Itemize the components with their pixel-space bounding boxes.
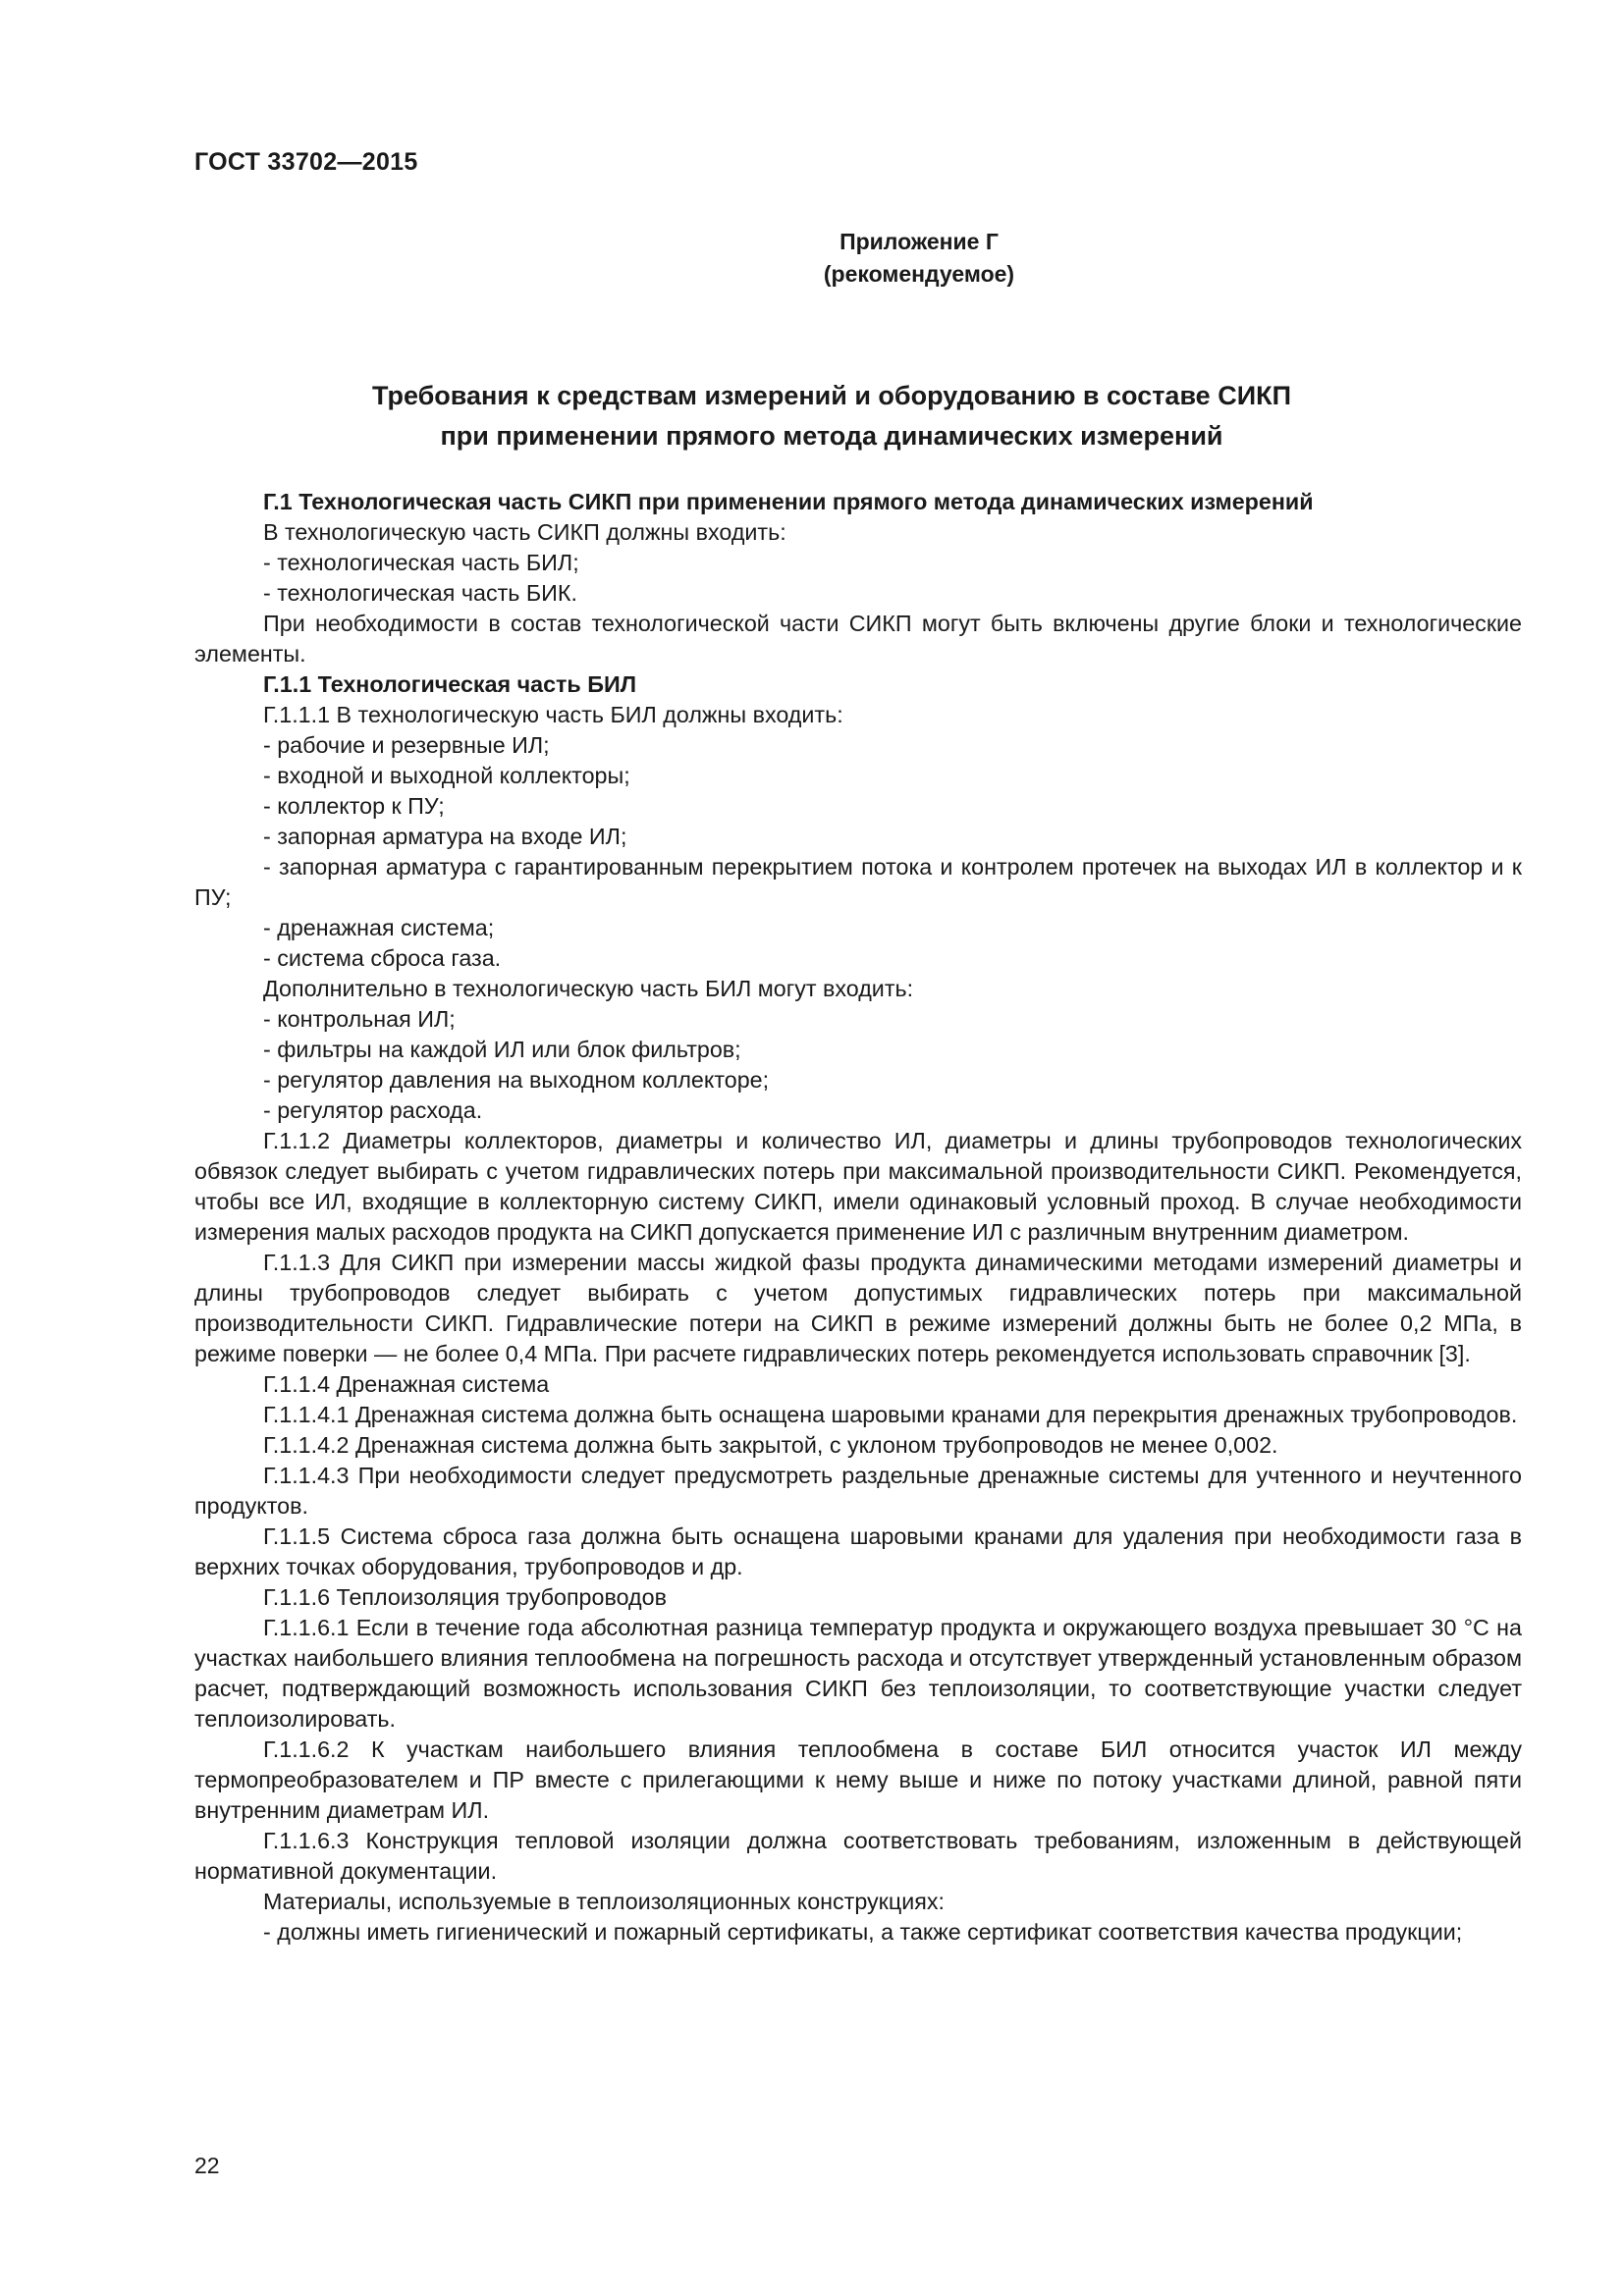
list-item: - входной и выходной коллекторы; bbox=[263, 763, 630, 788]
paragraph: Г.1.1.5 Система сброса газа должна быть оснащена шаровыми кранами для удаления при необходимости газа в верхних точках оборудования, трубопроводов и др. bbox=[194, 1523, 1522, 1579]
paragraph: Г.1.1.6.2 К участкам наибольшего влияния теплообмена в составе БИЛ относится участок ИЛ между термопреобразователем и ПР вместе с прилегающими к нему выше и ниже по потоку участками длиной, равной пяти внутренним диаметрам ИЛ. bbox=[194, 1736, 1522, 1823]
paragraph: Г.1.1.4.2 Дренажная система должна быть закрытой, с уклоном трубопроводов не менее 0,002. bbox=[263, 1432, 1278, 1458]
paragraph: Дополнительно в технологическую часть БИЛ могут входить: bbox=[263, 976, 914, 1001]
paragraph: Г.1.1.1 В технологическую часть БИЛ должны входить: bbox=[263, 702, 843, 727]
appendix-heading bbox=[0, 226, 1624, 291]
document-code: ГОСТ 33702—2015 bbox=[194, 148, 418, 176]
paragraph: Г.1.1.3 Для СИКП при измерении массы жидкой фазы продукта динамическими методами измерений диаметры и длины трубопроводов следует выбирать с учетом допустимых гидравлических потерь при максимальной производительности СИКП. Гидравлические потери на СИКП в режиме измерений должны быть не более 0,2 МПа, в режиме поверки — не более 0,4 МПа. При расчете гидравлических потерь рекомендуется использовать справочник [3]. bbox=[194, 1250, 1522, 1366]
section-heading: Г.1 Технологическая часть СИКП при применении прямого метода динамических измерений bbox=[263, 489, 1314, 514]
paragraph: В технологическую часть СИКП должны входить: bbox=[263, 519, 786, 545]
paragraph: Г.1.1.4.1 Дренажная система должна быть оснащена шаровыми кранами для перекрытия дренажных трубопроводов. bbox=[263, 1402, 1518, 1427]
appendix-title-line-2: при применении прямого метода динамических измерений bbox=[440, 421, 1223, 451]
body-text bbox=[194, 487, 1522, 1948]
list-item: - технологическая часть БИЛ; bbox=[263, 550, 579, 575]
paragraph: Г.1.1.6 Теплоизоляция трубопроводов bbox=[263, 1584, 667, 1610]
list-item: - контрольная ИЛ; bbox=[263, 1006, 456, 1032]
paragraph: Г.1.1.6.1 Если в течение года абсолютная разница температур продукта и окружающего воздуха превышает 30 °С на участках наибольшего влияния теплообмена на погрешность расхода и отсутствует утвержденный установленным образом расчет, подтверждающий возможность использования СИКП без теплоизоляции, то соответствующие участки следует теплоизолировать. bbox=[194, 1615, 1522, 1732]
paragraph: Г.1.1.2 Диаметры коллекторов, диаметры и количество ИЛ, диаметры и длины трубопроводов технологических обвязок следует выбирать с учетом гидравлических потерь при максимальной производительности СИКП. Рекомендуется, чтобы все ИЛ, входящие в коллекторную систему СИКП, имели одинаковый условный проход. В случае необходимости измерения малых расходов продукта на СИКП допускается применение ИЛ с различным внутренним диаметром. bbox=[194, 1128, 1522, 1245]
paragraph: Г.1.1.4 Дренажная система bbox=[263, 1371, 550, 1397]
list-item: - запорная арматура с гарантированным перекрытием потока и контролем протечек на выходах ИЛ в коллектор и к ПУ; bbox=[194, 854, 1522, 910]
list-item: - система сброса газа. bbox=[263, 945, 502, 971]
paragraph: При необходимости в состав технологической части СИКП могут быть включены другие блоки и технологические элементы. bbox=[194, 611, 1522, 667]
list-item: - технологическая часть БИК. bbox=[263, 580, 577, 606]
appendix-kind: (рекомендуемое) bbox=[823, 261, 1015, 287]
paragraph: Г.1.1.4.3 При необходимости следует предусмотреть раздельные дренажные системы для учтенного и неучтенного продуктов. bbox=[194, 1463, 1522, 1519]
list-item: - дренажная система; bbox=[263, 915, 495, 940]
list-item: - запорная арматура на входе ИЛ; bbox=[263, 824, 627, 849]
list-item: - коллектор к ПУ; bbox=[263, 793, 445, 819]
list-item: - регулятор расхода. bbox=[263, 1097, 483, 1123]
list-item: - рабочие и резервные ИЛ; bbox=[263, 732, 550, 758]
paragraph: Материалы, используемые в теплоизоляционных конструкциях: bbox=[263, 1889, 945, 1914]
paragraph: Г.1.1.6.3 Конструкция тепловой изоляции должна соответствовать требованиям, изложенным в действующей нормативной документации. bbox=[194, 1828, 1522, 1884]
list-item: - должны иметь гигиенический и пожарный сертификаты, а также сертификат соответствия качества продукции; bbox=[263, 1919, 1463, 1945]
subsection-heading: Г.1.1 Технологическая часть БИЛ bbox=[263, 671, 637, 697]
page-number: 22 bbox=[194, 2153, 220, 2178]
appendix-label: Приложение Г bbox=[839, 229, 999, 254]
list-item: - фильтры на каждой ИЛ или блок фильтров; bbox=[263, 1037, 741, 1062]
list-item: - регулятор давления на выходном коллекторе; bbox=[263, 1067, 770, 1093]
appendix-title-line-1: Требования к средствам измерений и оборудованию в составе СИКП bbox=[371, 381, 1291, 410]
appendix-title bbox=[0, 376, 1624, 456]
